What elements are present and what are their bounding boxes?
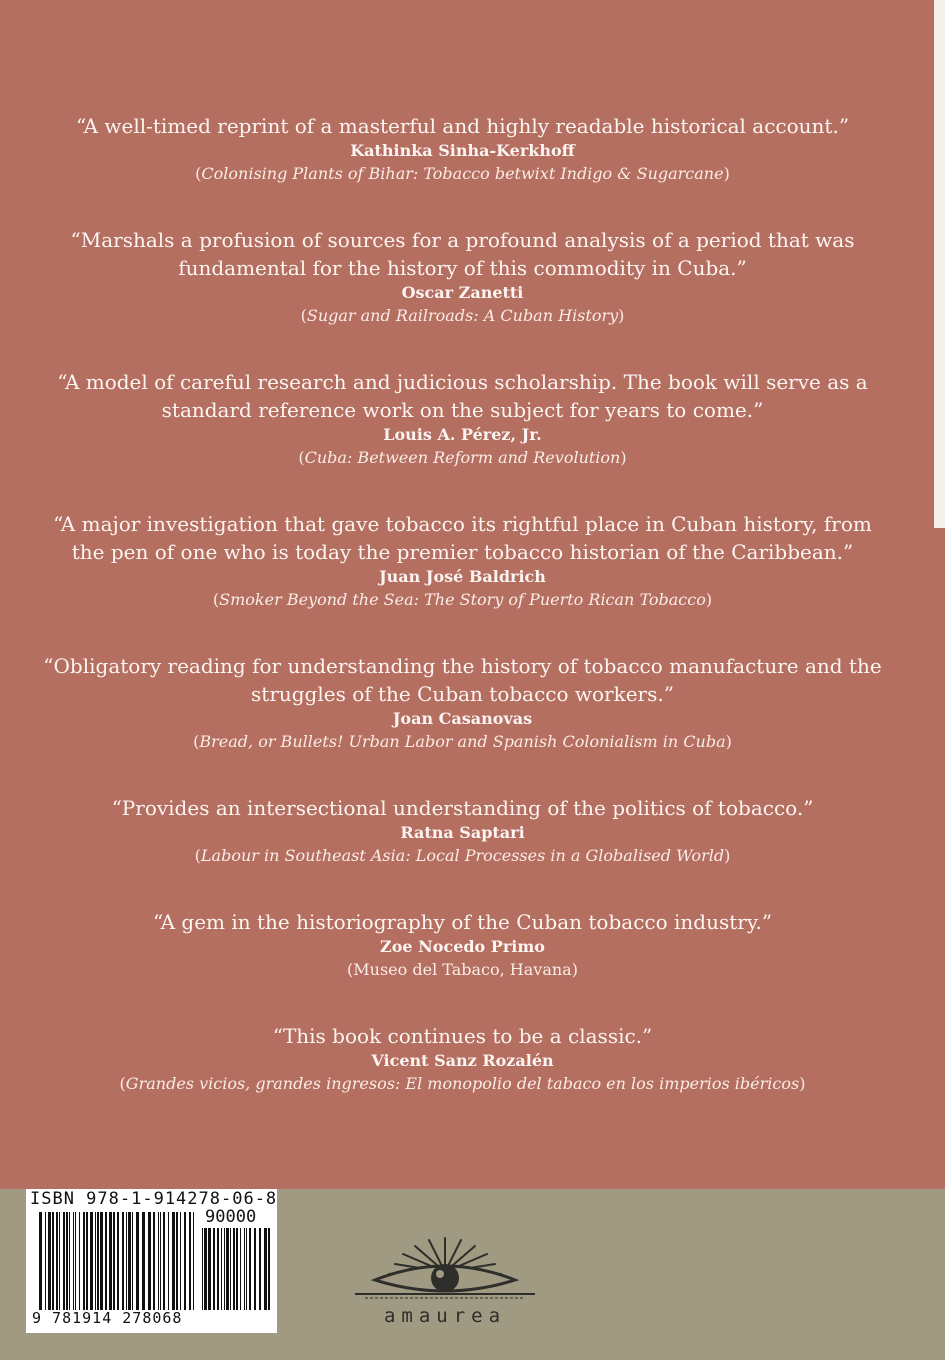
barcode-bar <box>180 1212 181 1310</box>
barcode-bar <box>75 1212 76 1310</box>
barcode-bar <box>172 1212 175 1310</box>
barcode-bar <box>100 1212 103 1310</box>
barcode-bar <box>52 1212 54 1310</box>
endorsement <box>40 1022 885 1096</box>
barcode-bar <box>244 1228 245 1310</box>
endorsement-author: Ratna Saptari <box>400 823 525 842</box>
addon-barcode <box>202 1228 270 1310</box>
endorsement-source-title: Cuba: Between Reform and Revolution <box>304 448 621 467</box>
endorsements <box>40 112 885 1096</box>
barcode-bar <box>208 1228 211 1310</box>
barcode-bar <box>95 1212 96 1310</box>
endorsement-author: Oscar Zanetti <box>401 283 524 302</box>
endorsement-source: (Cuba: Between Reform and Revolution) <box>298 448 627 467</box>
endorsement-author: Juan José Baldrich <box>379 567 546 586</box>
barcode-bar <box>217 1228 219 1310</box>
barcode-bar <box>86 1212 88 1310</box>
barcode-bar <box>142 1212 145 1310</box>
barcode-bar <box>226 1228 229 1310</box>
publisher-wordmark: amaurea <box>383 1305 507 1327</box>
endorsement-source: (Grandes vicios, grandes ingresos: El monopolio del tabaco en los imperios ibéricos) <box>119 1074 806 1093</box>
barcode-bar <box>132 1212 133 1310</box>
endorsement-author: Vicent Sanz Rozalén <box>371 1051 554 1070</box>
barcode-bar <box>117 1212 119 1310</box>
barcode-bar <box>249 1228 251 1310</box>
barcode-bar <box>69 1212 70 1310</box>
endorsement-source: (Labour in Southeast Asia: Local Processes in a Globalised World) <box>194 846 731 865</box>
barcode-bar <box>48 1212 51 1310</box>
endorsement-source: (Smoker Beyond the Sea: The Story of Puerto Rican Tobacco) <box>212 590 713 609</box>
endorsement-quote: “Marshals a profusion of sources for a profound analysis of a period that was fundamental for the history of this commodity in Cuba.” <box>70 228 855 280</box>
barcode-bar <box>221 1228 222 1310</box>
barcode-bar <box>128 1212 131 1310</box>
barcode-bar <box>136 1212 139 1310</box>
barcode-bar <box>79 1212 80 1310</box>
barcode-bar <box>254 1228 256 1310</box>
endorsement-source: (Museo del Tabaco, Havana) <box>347 960 578 979</box>
endorsement-author: Kathinka Sinha-Kerkhoff <box>350 141 575 160</box>
barcode-bar <box>56 1212 58 1310</box>
barcode-bar <box>176 1212 178 1310</box>
endorsement <box>40 794 885 868</box>
endorsement-quote: “Provides an intersectional understanding of the politics of tobacco.” <box>111 796 814 820</box>
barcode-bar <box>189 1212 191 1310</box>
ean-digits: 9 781914 278068 <box>32 1309 183 1327</box>
barcode-bar <box>160 1212 161 1310</box>
endorsement-author: Joan Casanovas <box>392 709 533 728</box>
barcode-bar <box>233 1228 235 1310</box>
barcode-bar <box>204 1228 207 1310</box>
endorsement-quote: “Obligatory reading for understanding the history of tobacco manufacture and the struggles of the Cuban tobacco workers.” <box>43 654 882 706</box>
endorsement-author: Louis A. Pérez, Jr. <box>383 425 542 444</box>
barcode-bar <box>105 1212 107 1310</box>
isbn-label: ISBN 978-1-914278-06-8 <box>30 1189 278 1209</box>
barcode-bar <box>224 1228 225 1310</box>
endorsement-source: (Bread, or Bullets! Urban Labor and Spanish Colonialism in Cuba) <box>193 732 732 751</box>
barcode-bar <box>153 1212 155 1310</box>
endorsement-source: (Sugar and Railroads: A Cuban History) <box>300 306 625 325</box>
barcode-bar <box>268 1228 270 1310</box>
barcode-bar <box>122 1212 124 1310</box>
barcode-bar <box>90 1212 93 1310</box>
endorsement <box>40 112 885 186</box>
barcode-bar <box>83 1212 85 1310</box>
endorsement-source-title: Grandes vicios, grandes ingresos: El monopolio del tabaco en los imperios ibéricos <box>125 1074 800 1093</box>
endorsement-quote: “A major investigation that gave tobacco its rightful place in Cuban history, from the pen of one who is today the premier tobacco historian of the Caribbean.” <box>53 512 872 564</box>
barcode-bar <box>264 1228 267 1310</box>
endorsement-source: (Colonising Plants of Bihar: Tobacco betwixt Indigo & Sugarcane) <box>195 164 730 183</box>
barcode-bar <box>236 1228 238 1310</box>
barcode-bar <box>73 1212 74 1310</box>
endorsement <box>40 226 885 328</box>
spine-edge <box>934 0 945 528</box>
barcode-bar <box>158 1212 159 1310</box>
ean-barcode <box>39 1212 195 1310</box>
barcode-bar <box>109 1212 112 1310</box>
barcode-bar <box>246 1228 247 1310</box>
endorsement-source-title: Bread, or Bullets! Urban Labor and Spanish Colonialism in Cuba <box>199 732 726 751</box>
endorsement-author: Zoe Nocedo Primo <box>380 937 545 956</box>
barcode-bar <box>168 1212 169 1310</box>
endorsement <box>40 652 885 754</box>
endorsement-quote: “A gem in the historiography of the Cuban tobacco industry.” <box>152 910 773 934</box>
barcode-bar <box>230 1228 231 1310</box>
barcode-bar <box>97 1212 99 1310</box>
barcode-bar <box>213 1228 215 1310</box>
endorsement-source-title: Museo del Tabaco, Havana <box>353 960 572 979</box>
barcode-bar <box>126 1212 127 1310</box>
barcode-bar <box>240 1228 241 1310</box>
endorsement-quote: “This book continues to be a classic.” <box>272 1024 653 1048</box>
barcode-bar <box>59 1212 60 1310</box>
endorsement-quote: “A model of careful research and judicious scholarship. The book will serve as a standard reference work on the subject for years to come.” <box>57 370 868 422</box>
barcode-bar <box>259 1228 261 1310</box>
barcode-bar <box>39 1212 42 1310</box>
endorsement <box>40 368 885 470</box>
barcode-bar <box>113 1212 115 1310</box>
endorsement-quote: “A well-timed reprint of a masterful and highly readable historical account.” <box>75 114 850 138</box>
barcode-bar <box>66 1212 68 1310</box>
barcode-bar <box>63 1212 65 1310</box>
endorsement-source-title: Colonising Plants of Bihar: Tobacco betwixt Indigo & Sugarcane <box>201 164 724 183</box>
endorsement <box>40 510 885 612</box>
barcode-bar <box>193 1212 194 1310</box>
barcode-bar <box>45 1212 46 1310</box>
endorsement-source-title: Labour in Southeast Asia: Local Processes in a Globalised World <box>200 846 725 865</box>
barcode-bar <box>184 1212 186 1310</box>
endorsement-source-title: Smoker Beyond the Sea: The Story of Puerto Rican Tobacco <box>219 590 706 609</box>
barcode-bar <box>202 1228 203 1310</box>
barcode-price-code: 90000 <box>205 1207 257 1227</box>
endorsement-source-title: Sugar and Railroads: A Cuban History <box>306 306 619 325</box>
endorsement <box>40 908 885 982</box>
barcode-bar <box>163 1212 165 1310</box>
barcode-bar <box>148 1212 151 1310</box>
